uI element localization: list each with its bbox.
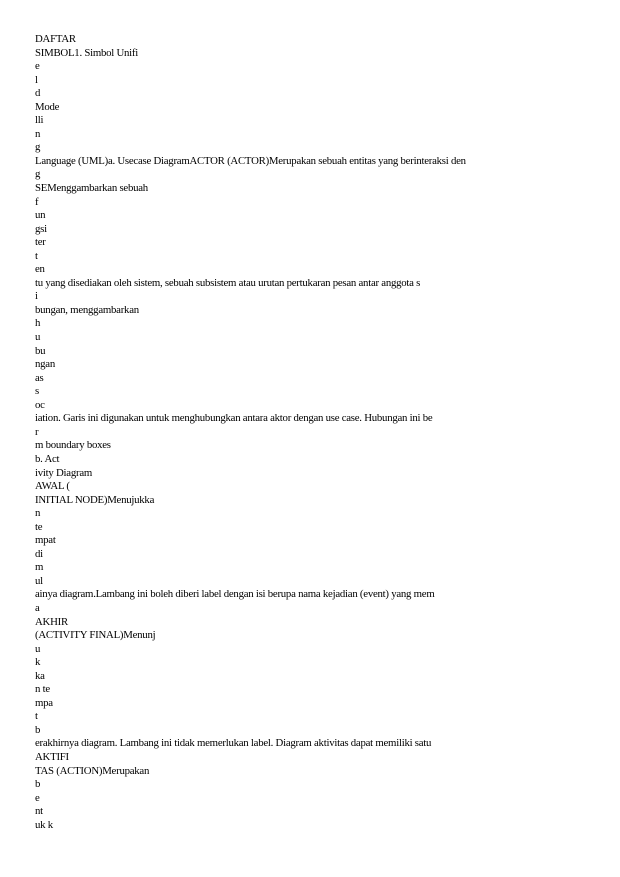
text-line: en (35, 263, 45, 276)
text-line: e (35, 60, 40, 73)
text-line: di (35, 547, 43, 560)
text-line: h (35, 317, 41, 330)
text-line: (ACTIVITY FINAL)Menunj (35, 629, 156, 642)
text-line: g (35, 168, 41, 181)
text-line: as (35, 371, 44, 384)
text-line: DAFTAR (35, 33, 76, 45)
text-line: ka (35, 669, 45, 682)
text-line: u (35, 642, 41, 655)
text-line: m boundary boxes (35, 439, 111, 452)
text-line: u (35, 331, 41, 344)
text-lines (35, 33, 466, 832)
text-line: erakhirnya diagram. Lambang ini tidak memerlukan label. Diagram aktivitas dapat memiliki satu (35, 737, 432, 750)
text-line: uk k (35, 818, 53, 831)
text-line: b. Act (35, 452, 60, 465)
text-line: ngan (35, 358, 55, 371)
text-line: m (35, 561, 44, 574)
text-line: g (35, 141, 41, 154)
text-line: f (35, 195, 39, 208)
text-line: te (35, 520, 43, 533)
text-line: t (35, 249, 38, 262)
text-line: nt (35, 805, 43, 818)
text-line: INITIAL NODE)Menujukka (35, 493, 155, 506)
text-line: s (35, 385, 39, 398)
text-line: n (35, 127, 41, 140)
text-line: AWAL ( (35, 480, 70, 493)
text-line: ivity Diagram (35, 466, 93, 479)
text-line: AKHIR (35, 615, 68, 628)
text-line: SEMenggambarkan sebuah (35, 182, 148, 195)
text-line: k (35, 656, 41, 669)
text-line: tu yang disediakan oleh sistem, sebuah subsistem atau urutan pertukaran pesan antar anggota s (35, 276, 421, 289)
text-line: e (35, 791, 40, 804)
text-line: bu (35, 344, 46, 357)
text-line: gsi (35, 222, 47, 235)
text-line: mpat (35, 534, 56, 547)
text-line: i (35, 290, 38, 303)
text-line: ainya diagram.Lambang ini boleh diberi label dengan isi berupa nama kejadian (event) yang mem (35, 588, 435, 601)
text-line: TAS (ACTION)Merupakan (35, 764, 150, 777)
text-line: d (35, 87, 41, 100)
text-line: b (35, 723, 41, 736)
text-line: l (35, 73, 38, 86)
text-line: lli (35, 114, 44, 127)
text-line: n (35, 507, 41, 520)
text-line: a (35, 601, 40, 614)
text-line: un (35, 209, 46, 222)
text-line: oc (35, 398, 45, 411)
text-line: ul (35, 574, 43, 587)
text-line: Language (UML)a. Usecase DiagramACTOR (ACTOR)Merupakan sebuah entitas yang berinteraksi den (35, 154, 466, 167)
text-line: bungan, menggambarkan (35, 303, 139, 316)
text-line: SIMBOL1. Simbol Unifi (35, 46, 139, 59)
text-line: r (35, 425, 39, 438)
text-line: Mode (35, 100, 60, 113)
text-line: mpa (35, 696, 53, 709)
text-line: iation. Garis ini digunakan untuk menghubungkan antara aktor dengan use case. Hubungan ini be (35, 412, 433, 425)
text-line: b (35, 778, 41, 791)
text-line: ter (35, 236, 46, 249)
text-line: AKTIFI (35, 750, 69, 763)
text-line: t (35, 710, 38, 723)
text-line: n te (35, 683, 50, 696)
